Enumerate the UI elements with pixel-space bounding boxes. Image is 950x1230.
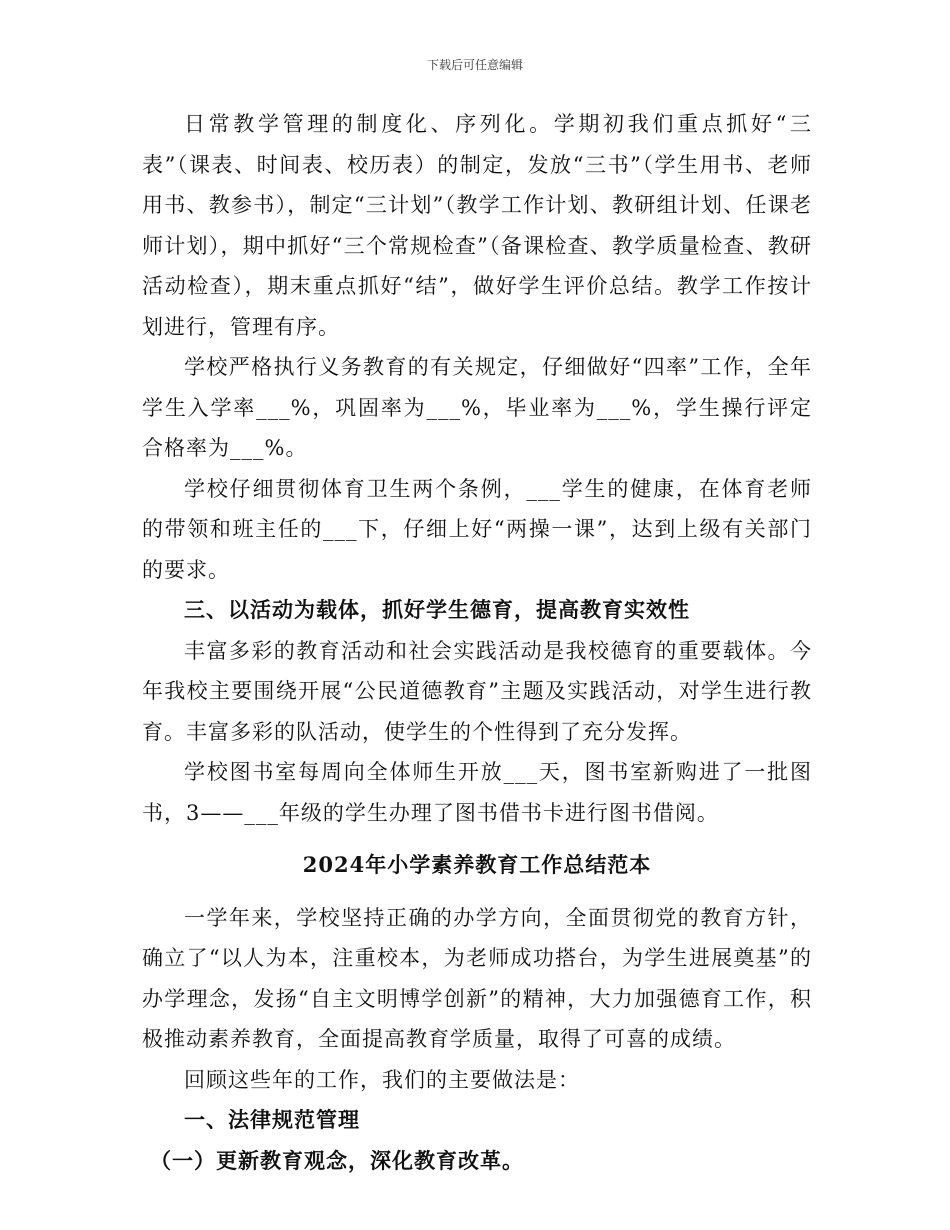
paragraph-teaching-management: 日常教学管理的制度化、序列化。学期初我们重点抓好“三表”（课表、时间表、校历表）的制定，发放“三书”（学生用书、老师用书、教参书），制定“三计划”（教学工作计划、教研组计划、任课老师计划），期中抓好“三个常规检查”（备课检查、教学质量检查、教研活动检查），期末重点抓好“结”，做好学生评价总结。教学工作按计划进行，管理有序。 [142,112,812,339]
paragraph-health: 学校仔细贯彻体育卫生两个条例，___学生的健康，在体育老师的带领和班主任的___下，仔细上好“两操一课”，达到上级有关部门的要求。 [142,476,812,582]
document-title: 2024年小学素养教育工作总结范本 [302,852,652,877]
paragraph-four-rates: 学校严格执行义务教育的有关规定，仔细做好“四率”工作，全年学生入学率___%，巩固率为___%，毕业率为___%，学生操行评定合格率为___%。 [142,355,812,460]
page-header-note: 下载后可任意编辑 [426,58,523,72]
paragraph-overview: 一学年来，学校坚持正确的办学方向，全面贯彻党的教育方针，确立了“以人为本，注重校本，为老师成功搭台，为学生进展奠基”的办学理念，发扬“自主文明博学创新”的精神，大力加强德育工作，积极推动素养教育，全面提高教育学质量，取得了可喜的成绩。 [142,905,812,1051]
document-body [142,104,812,1181]
paragraph-library: 学校图书室每周向全体师生开放___天，图书室新购进了一批图书，3——___年级的学生办理了图书借书卡进行图书借阅。 [142,760,812,825]
paragraph-review: 回顾这些年的工作，我们的主要做法是： [184,1067,580,1092]
section-heading-moral-education: 三、以活动为载体，抓好学生德育，提高教育实效性 [184,597,690,622]
section-heading-legal-management: 一、法律规范管理 [184,1107,360,1132]
sub-heading-education-reform: （一）更新教育观念，深化教育改革。 [150,1147,524,1173]
paragraph-activities: 丰富多彩的教育活动和社会实践活动是我校德育的重要载体。今年我校主要围绕开展“公民道德教育”主题及实践活动，对学生进行教育。丰富多彩的队活动，使学生的个性得到了充分发挥。 [142,638,812,744]
